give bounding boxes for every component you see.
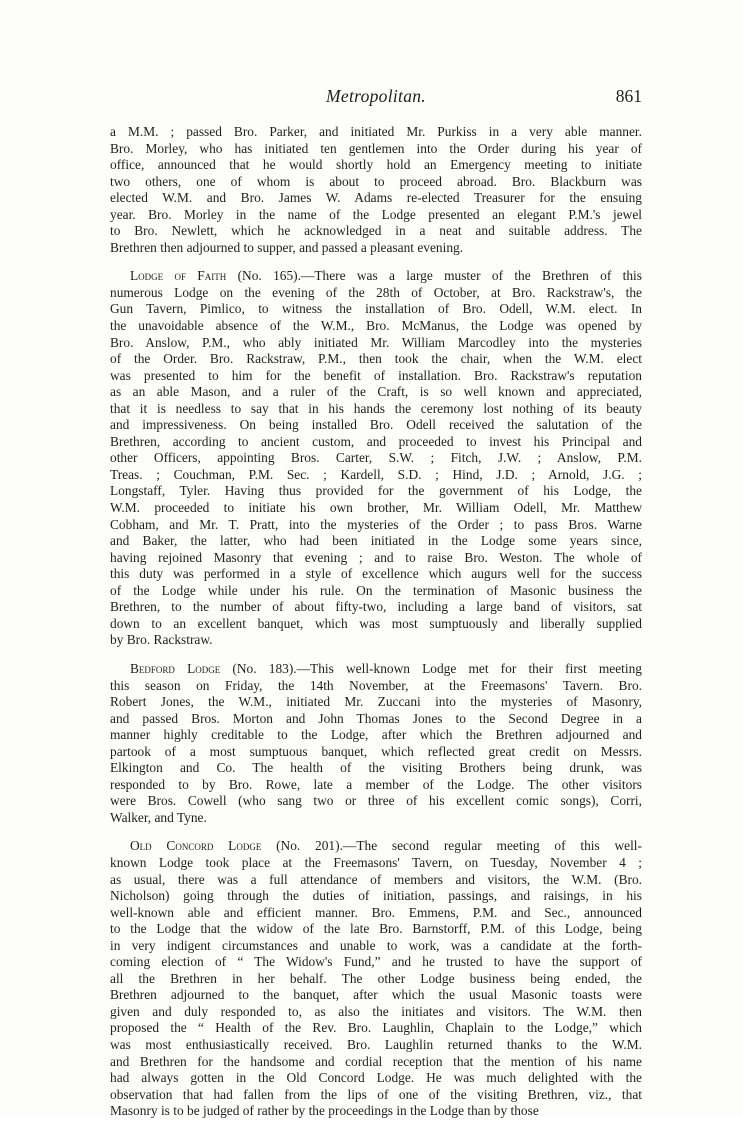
- text-line: [110, 838, 642, 855]
- text-line: two others, one of whom is about to proceed abroad. Bro. Blackburn was: [110, 173, 642, 189]
- text-line: all the Brethren in her behalf. The other Lodge business being ended, the: [110, 970, 642, 986]
- text-line: given and duly responded to, as also the initiates and visitors. The W.M. then: [110, 1003, 642, 1019]
- text-line: W.M. proceeded to initiate his own brother, Mr. William Odell, Mr. Matthew: [110, 500, 642, 516]
- text-line: the unavoidable absence of the W.M., Bro. McManus, the Lodge was opened by: [110, 318, 642, 334]
- text-line: and impressiveness. On being installed Bro. Odell received the salutation of the: [110, 417, 642, 433]
- paragraph-lodge-report: [110, 268, 642, 649]
- text-line: Bro. Morley, who has initiated ten gentlemen into the Order during his year of: [110, 140, 642, 156]
- text-line: were Bros. Cowell (who sang two or three of his excellent comic songs), Corri,: [110, 793, 642, 809]
- text-line: and passed Bros. Morton and John Thomas Jones to the Second Degree in a: [110, 710, 642, 726]
- running-title: Metropolitan.: [326, 86, 426, 106]
- lodge-name: Lodge of Faith: [130, 268, 227, 284]
- text-line: Brethren, according to ancient custom, and proceeded to invest his Principal and: [110, 433, 642, 449]
- text-line: Cobham, and Mr. T. Pratt, into the mysteries of the Order ; to pass Bros. Warne: [110, 516, 642, 532]
- page-number: 861: [615, 86, 642, 106]
- text-line: and Baker, the latter, who had been initiated in the Lodge some years since,: [110, 533, 642, 549]
- text-line: of the Lodge while under his rule. On the termination of Masonic business the: [110, 582, 642, 598]
- text-line: to the Lodge that the widow of the late Bro. Barnstorff, P.M. of this Lodge, being: [110, 921, 642, 937]
- text-line: that it is needless to say that in his hands the ceremony lost nothing of its beauty: [110, 400, 642, 416]
- article-body: [110, 124, 642, 1132]
- text-line: was presented to him for the benefit of installation. Bro. Rackstraw's reputation: [110, 367, 642, 383]
- text-line-content: (No. 165).—There was a large muster of the Brethren of this: [237, 268, 642, 284]
- text-line: Brethren adjourned to the banquet, after which the usual Masonic toasts were: [110, 987, 642, 1003]
- text-line: Walker, and Tyne.: [110, 809, 207, 825]
- lodge-name: Old Concord Lodge: [130, 838, 262, 854]
- text-line: Nicholson) going through the duties of initiation, passings, and raisings, in his: [110, 888, 642, 904]
- text-line: having rejoined Masonry that evening ; and to raise Bro. Weston. The whole of: [110, 549, 642, 565]
- text-line: and Brethren for the handsome and cordial reception that the mention of his name: [110, 1053, 642, 1069]
- text-line: numerous Lodge on the evening of the 28th of October, at Bro. Rackstraw's, the: [110, 284, 642, 300]
- text-line: Gun Tavern, Pimlico, to witness the installation of Bro. Odell, W.M. elect. In: [110, 301, 642, 317]
- paragraph-continued: [110, 124, 642, 256]
- text-line: this duty was performed in a style of excellence which augurs well for the success: [110, 566, 642, 582]
- text-line: observation that had fallen from the lips of one of the visiting Brethren, viz., that: [110, 1086, 642, 1102]
- text-line: Brethren, to the number of about fifty-two, including a large band of visitors, sat: [110, 599, 642, 615]
- text-line: manner highly creditable to the Lodge, after which the Brethren adjourned and: [110, 727, 642, 743]
- text-line-content: (No. 201).—The second regular meeting of this well-: [276, 838, 642, 854]
- text-line: as usual, there was a full attendance of members and visitors, the W.M. (Bro.: [110, 871, 642, 887]
- text-line: Longstaff, Tyler. Having thus provided for the government of his Lodge, the: [110, 483, 642, 499]
- text-line: to Bro. Newlett, which he acknowledged in a neat and suitable address. The: [110, 223, 642, 239]
- page-header: [110, 86, 642, 110]
- text-line: Bro. Anslow, P.M., who ably initiated Mr. William Marcodley into the mysteries: [110, 334, 642, 350]
- text-line: year. Bro. Morley in the name of the Lodge presented an elegant P.M.'s jewel: [110, 206, 642, 222]
- text-line: [110, 268, 642, 285]
- text-line: [110, 661, 642, 678]
- text-line: office, announced that he would shortly hold an Emergency meeting to initiate: [110, 157, 642, 173]
- text-line: this season on Friday, the 14th November, at the Freemasons' Tavern. Bro.: [110, 677, 642, 693]
- text-line: of the Order. Bro. Rackstraw, P.M., then took the chair, when the W.M. elect: [110, 351, 642, 367]
- text-line: was most enthusiastically received. Bro. Laughlin returned thanks to the W.M.: [110, 1036, 642, 1052]
- text-line: Treas. ; Couchman, P.M. Sec. ; Kardell, S.D. ; Hind, J.D. ; Arnold, J.G. ;: [110, 466, 642, 482]
- text-line-content: (No. 183).—This well-known Lodge met for their first meeting: [232, 660, 642, 676]
- text-line: well-known able and efficient manner. Bro. Emmens, P.M. and Sec., announced: [110, 904, 642, 920]
- text-line: coming election of “ The Widow's Fund,” and he trusted to have the support of: [110, 954, 642, 970]
- paragraph-lodge-report: [110, 838, 642, 1119]
- text-line: proposed the “ Health of the Rev. Bro. Laughlin, Chaplain to the Lodge,” which: [110, 1020, 642, 1036]
- text-line: Masonry is to be judged of rather by the proceedings in the Lodge than by those: [110, 1103, 539, 1119]
- text-line: known Lodge took place at the Freemasons' Tavern, on Tuesday, November 4 ;: [110, 854, 642, 870]
- paragraph-lodge-report: [110, 661, 642, 826]
- text-line: Elkington and Co. The health of the visiting Brothers being drunk, was: [110, 760, 642, 776]
- text-line: had always gotten in the Old Concord Lodge. He was much delighted with the: [110, 1070, 642, 1086]
- text-line: by Bro. Rackstraw.: [110, 632, 213, 648]
- text-line: Brethren then adjourned to supper, and passed a pleasant evening.: [110, 239, 464, 255]
- text-line: Robert Jones, the W.M., initiated Mr. Zuccani into the mysteries of Masonry,: [110, 694, 642, 710]
- text-line: a M.M. ; passed Bro. Parker, and initiated Mr. Purkiss in a very able manner.: [110, 124, 642, 139]
- text-line: partook of a most sumptuous banquet, which reflected great credit on Messrs.: [110, 743, 642, 759]
- text-line: responded to by Bro. Rowe, late a member of the Lodge. The other visitors: [110, 776, 642, 792]
- lodge-name: Bedford Lodge: [130, 660, 221, 676]
- text-line: as an able Mason, and a ruler of the Craft, is so well known and appreciated,: [110, 384, 642, 400]
- text-line: other Officers, appointing Bros. Carter, S.W. ; Fitch, J.W. ; Anslow, P.M.: [110, 450, 642, 466]
- text-line: elected W.M. and Bro. James W. Adams re-elected Treasurer for the ensuing: [110, 190, 642, 206]
- text-line: down to an excellent banquet, which was most sumptuously and liberally supplied: [110, 615, 642, 631]
- text-line: in very indigent circumstances and unable to work, was a candidate at the forth-: [110, 937, 642, 953]
